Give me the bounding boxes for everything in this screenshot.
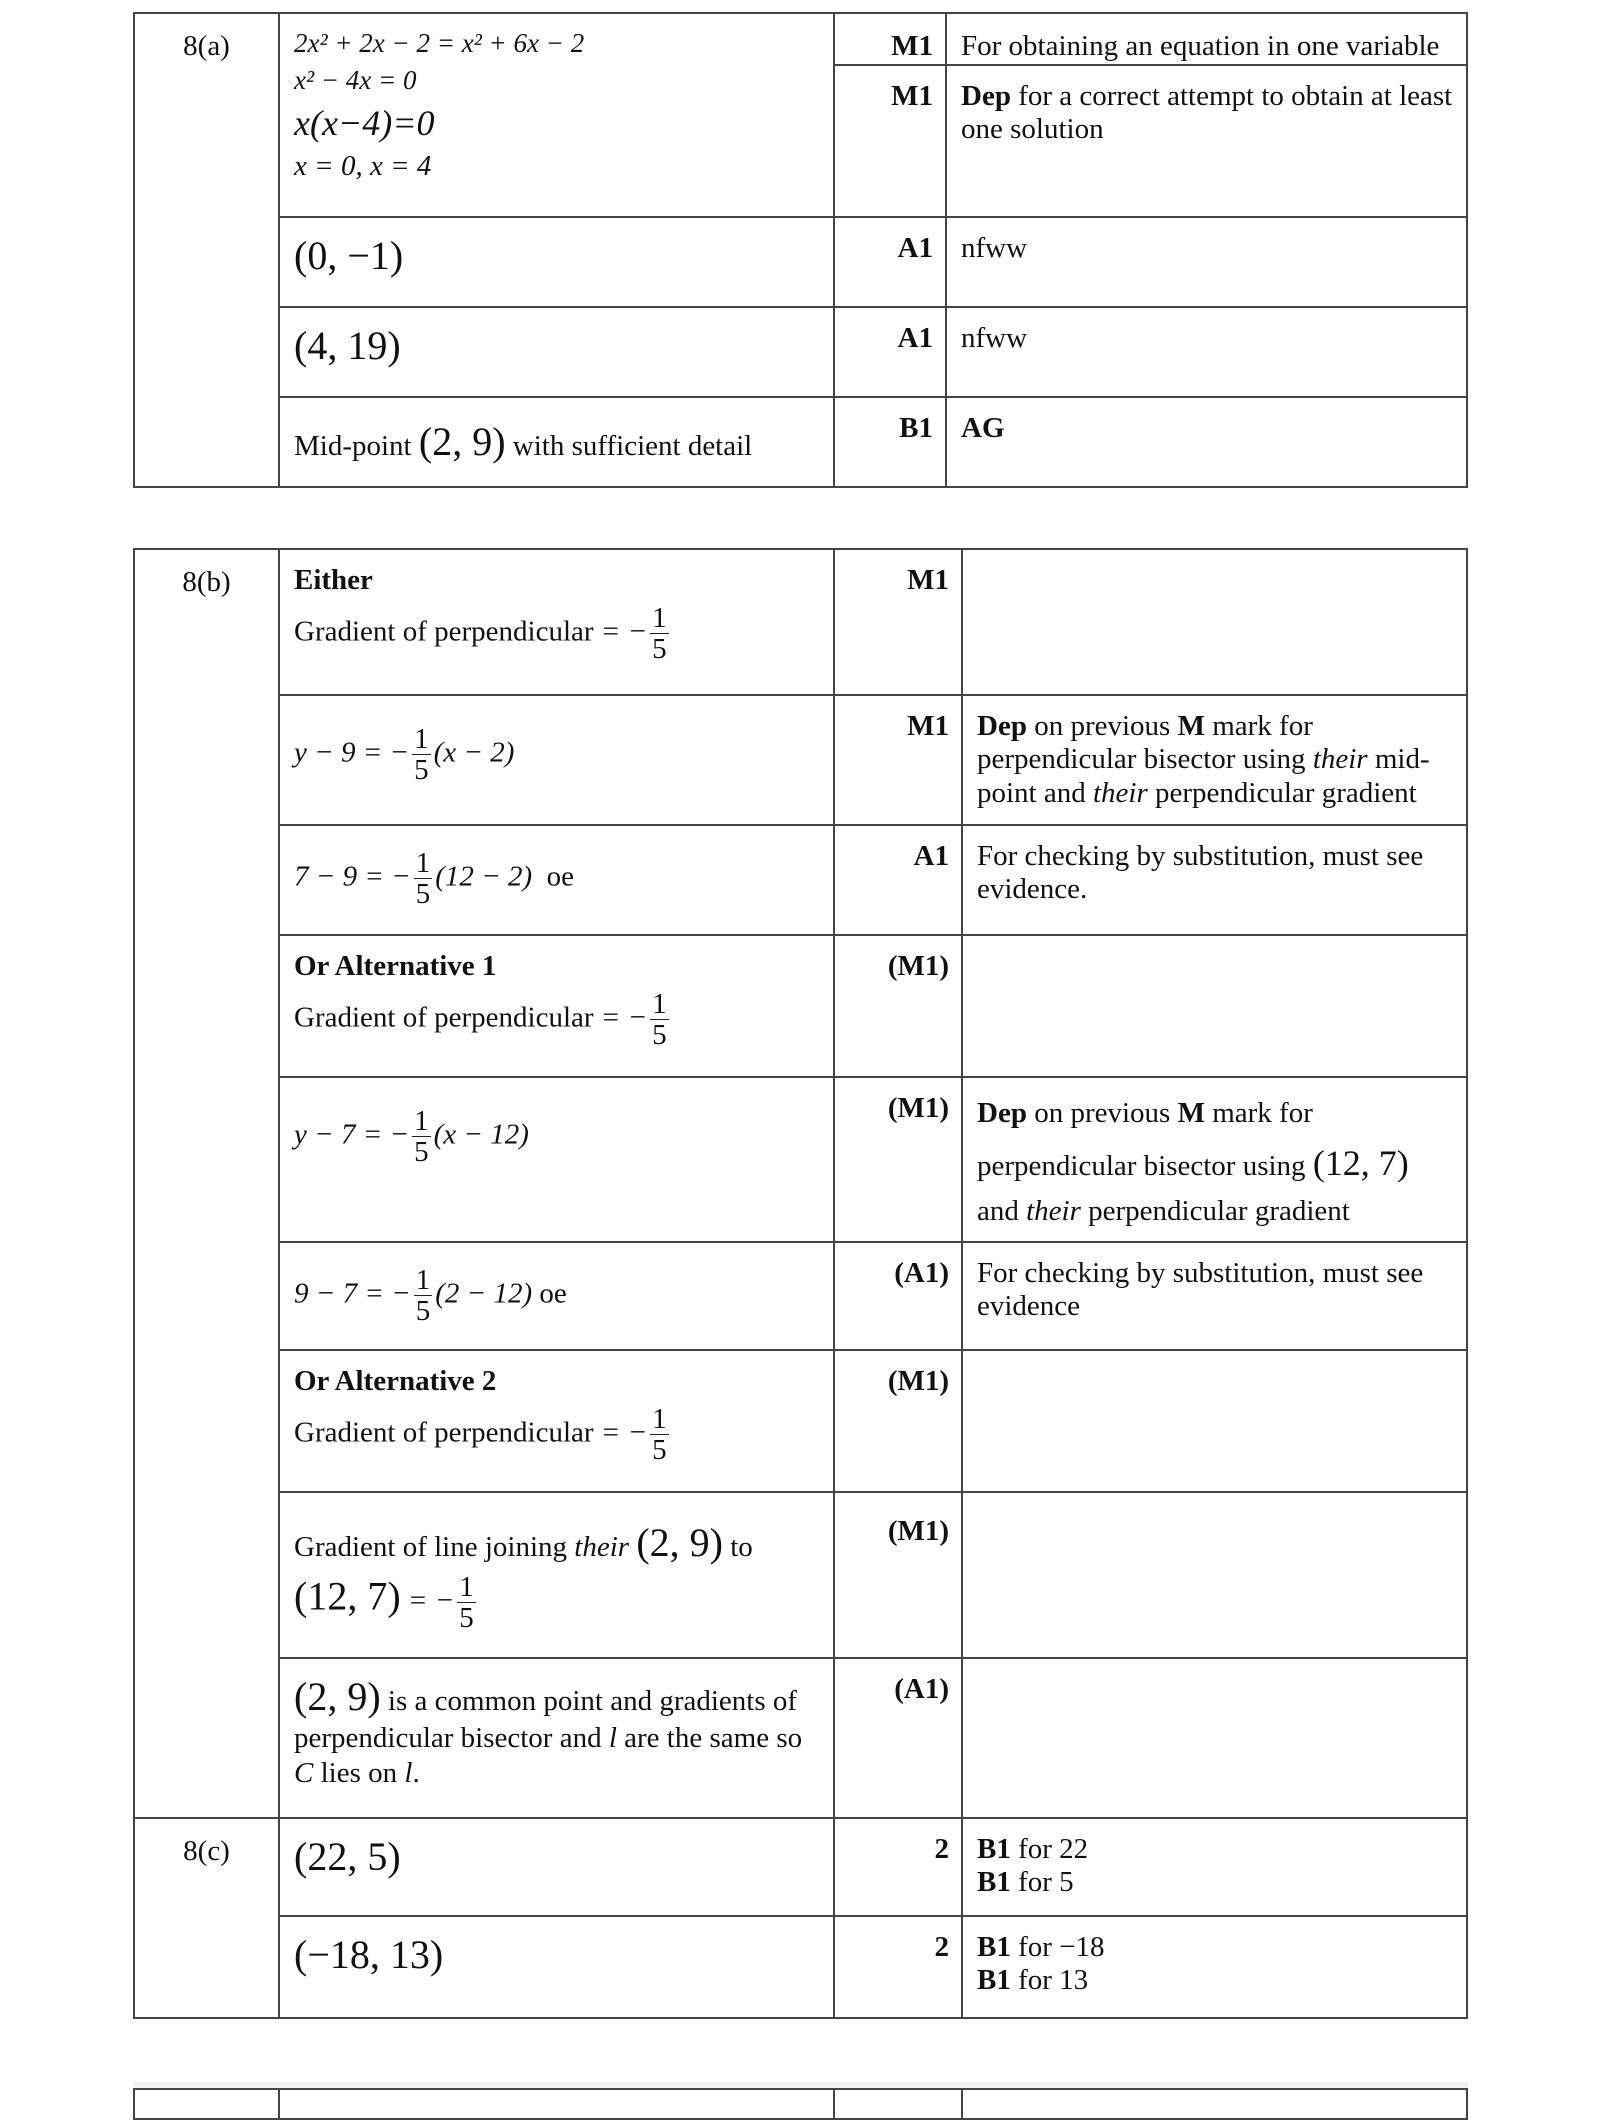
- guidance-text: nfww: [946, 307, 1467, 397]
- question-cell-empty: [134, 695, 279, 825]
- guidance-cell: [962, 2089, 1467, 2119]
- guidance-cell: [946, 13, 1467, 217]
- answer-text: Gradient of perpendicular: [294, 615, 594, 648]
- answer-text: Gradient of perpendicular: [294, 1001, 594, 1034]
- answer-text: to: [730, 1531, 753, 1563]
- guidance-empty: [962, 1492, 1467, 1658]
- question-cell-empty: [134, 1492, 279, 1658]
- answer-line: x = 0, x = 4: [294, 150, 432, 182]
- question-cell-empty: [134, 397, 279, 487]
- mark: M1: [891, 80, 933, 112]
- mark: M1: [834, 549, 962, 695]
- dep-label: Dep: [961, 80, 1011, 112]
- mark: A1: [834, 825, 962, 935]
- mark: (M1): [834, 935, 962, 1077]
- answer-cell: Gradient of line joining their (2, 9) to (12, 7) = − $\frac{1}{5}$: [279, 1492, 834, 1658]
- answer-cell: y − 7 = − $\frac{1}{5}$ (x − 12): [279, 1077, 834, 1242]
- question-cell-empty: [134, 1658, 279, 1818]
- guidance-cell: [962, 1916, 1467, 2018]
- answer-text: Mid-point: [294, 430, 412, 462]
- guidance-empty: [962, 935, 1467, 1077]
- dep-label: Dep: [977, 710, 1027, 742]
- answer-line: x² − 4x = 0: [294, 65, 417, 95]
- question-number-8b: 8(b): [134, 549, 279, 695]
- mark: B1: [834, 397, 946, 487]
- question-cell-empty: [134, 1242, 279, 1350]
- guidance-line: B1 for 5: [977, 1866, 1074, 1899]
- question-cell-empty: [134, 307, 279, 397]
- markscheme-table-8a: [133, 12, 1468, 488]
- answer-cell: [279, 13, 834, 217]
- mark: 2: [834, 1916, 962, 2018]
- question-cell-empty: [134, 935, 279, 1077]
- markscheme-table-8b-8c: [133, 548, 1468, 2019]
- question-cell-empty: [134, 1916, 279, 2018]
- answer-text: Gradient of perpendicular: [294, 1416, 594, 1449]
- mark: 2: [834, 1818, 962, 1916]
- answer-point: (−18, 13): [294, 1932, 444, 1977]
- guidance-text: For checking by substitution, must see evidence.: [962, 825, 1467, 935]
- answer-cell: 7 − 9 = − $\frac{1}{5}$ (12 − 2) oe: [279, 825, 834, 935]
- answer-point: (2, 9): [418, 419, 506, 464]
- mark: (M1): [834, 1350, 962, 1492]
- next-table-edge: [133, 2088, 1468, 2120]
- question-number-8c: 8(c): [134, 1818, 279, 1916]
- answer-point: (2, 9): [294, 1674, 381, 1719]
- guidance-cell: [962, 1818, 1467, 1916]
- answer-text: with sufficient detail: [512, 430, 753, 462]
- guidance-line: B1 for −18: [977, 1931, 1105, 1963]
- method-heading: Either: [294, 564, 373, 596]
- guidance-text: nfww: [946, 217, 1467, 307]
- answer-text: Gradient of line joining: [294, 1531, 568, 1563]
- guidance-text: AG: [946, 397, 1467, 487]
- guidance-line: B1 for 22: [977, 1833, 1089, 1865]
- guidance-empty: [962, 1658, 1467, 1818]
- answer-cell: Either Gradient of perpendicular = − $\frac{1}{5}$: [279, 549, 834, 695]
- answer-cell: [279, 397, 834, 487]
- guidance-empty: [962, 1350, 1467, 1492]
- answer-cell: (2, 9) is a common point and gradients of perpendicular bisector and l are the same so C lies on l.: [279, 1658, 834, 1818]
- answer-point: (4, 19): [294, 323, 401, 368]
- method-heading: Or Alternative 2: [294, 1365, 497, 1397]
- answer-cell: [279, 1916, 834, 2018]
- answer-point: (22, 5): [294, 1834, 401, 1879]
- oe-label: oe: [539, 1277, 567, 1310]
- guidance-text: for a correct attempt to obtain at least one solution: [961, 80, 1453, 145]
- answer-line: 2x² + 2x − 2 = x² + 6x − 2: [294, 28, 585, 58]
- guidance-cell: Dep on previous M mark for perpendicular bisector using their mid-point and their perpendicular gradient: [962, 695, 1467, 825]
- mark-cell: [834, 2089, 962, 2119]
- question-cell-empty: [134, 825, 279, 935]
- answer-cell: [279, 307, 834, 397]
- mark: (A1): [834, 1658, 962, 1818]
- answer-line: x(x−4)=0: [294, 103, 435, 143]
- mark: A1: [834, 307, 946, 397]
- guidance-text: For checking by substitution, must see evidence: [962, 1242, 1467, 1350]
- mark: M1: [835, 14, 945, 66]
- mark: (M1): [834, 1492, 962, 1658]
- answer-cell: [279, 217, 834, 307]
- question-number-8a: 8(a): [134, 13, 279, 217]
- guidance-line: B1 for 13: [977, 1964, 1089, 1997]
- answer-cell: Or Alternative 1 Gradient of perpendicular = − $\frac{1}{5}$: [279, 935, 834, 1077]
- answer-cell: [279, 1818, 834, 1916]
- question-cell-empty: [134, 217, 279, 307]
- question-cell-empty: [134, 1350, 279, 1492]
- question-cell-empty: [134, 1077, 279, 1242]
- answer-point: (12, 7): [294, 1573, 401, 1619]
- dep-label: Dep: [977, 1097, 1027, 1129]
- oe-label: oe: [546, 860, 574, 893]
- mark-cell: [834, 13, 946, 217]
- mark: (M1): [834, 1077, 962, 1242]
- guidance-empty: [962, 549, 1467, 695]
- method-heading: Or Alternative 1: [294, 950, 497, 982]
- answer-cell: [279, 2089, 834, 2119]
- question-cell-empty: [134, 2089, 279, 2119]
- answer-cell: 9 − 7 = − $\frac{1}{5}$ (2 − 12) oe: [279, 1242, 834, 1350]
- guidance-text: For obtaining an equation in one variable: [947, 14, 1466, 66]
- answer-cell: y − 9 = − $\frac{1}{5}$ (x − 2): [279, 695, 834, 825]
- their-label: their: [574, 1531, 630, 1563]
- mark: (A1): [834, 1242, 962, 1350]
- answer-point: (2, 9): [636, 1520, 723, 1565]
- guidance-cell: Dep on previous M mark for perpendicular bisector using (12, 7) and their perpendicular gradient: [962, 1077, 1467, 1242]
- answer-point: (0, −1): [294, 233, 404, 278]
- answer-cell: Or Alternative 2 Gradient of perpendicular = − $\frac{1}{5}$: [279, 1350, 834, 1492]
- mark: A1: [834, 217, 946, 307]
- mark: M1: [834, 695, 962, 825]
